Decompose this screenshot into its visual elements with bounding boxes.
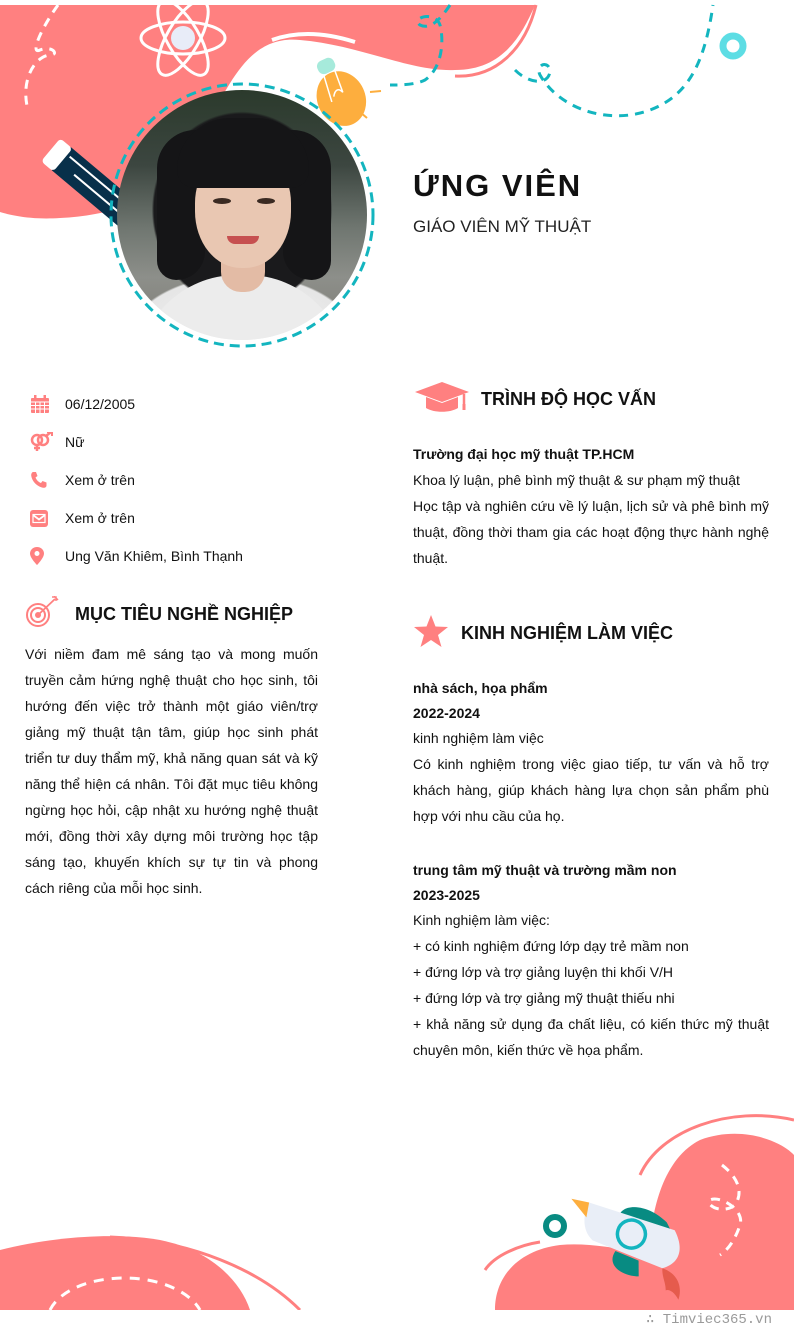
education-content [413,441,769,571]
phone-value: Xem ở trên [65,472,135,488]
email-value: Xem ở trên [65,510,135,526]
objective-text: Với niềm đam mê sáng tạo và mong muốn truyền cảm hứng nghệ thuật cho học sinh, tôi hướng đến việc trở thành một giáo viên/trợ giảng mỹ thuật tận tâm, giúp học sinh phát triển tư duy thẩm mỹ, khả năng quan sát và kỹ năng thể hiện cá nhân. Tôi đặt mục tiêu không ngừng học hỏi, cập nhật xu hướng nghệ thuật mới, đồng thời xây dựng môi trường học tập sáng tạo, khuyến khích sự tự tin và phong cách riêng của mỗi học sinh. [25,646,318,896]
objective-heading [25,596,293,633]
contact-row-birthday [28,385,243,423]
education-heading [414,380,656,419]
experience-position: Kinh nghiệm làm việc: [413,912,550,928]
calendar-icon [28,395,65,414]
birthday-value: 06/12/2005 [65,396,136,412]
location-pin-icon [28,547,65,565]
experience-description: Có kinh nghiệm trong việc giao tiếp, tư vấn và hỗ trợ khách hàng, giúp khách hàng lựa chọn sản phẩm phù hợp với nhu cầu của họ. [413,756,769,824]
experience-company: nhà sách, họa phẩm [413,680,548,696]
contact-row-phone [28,461,243,499]
experience-company: trung tâm mỹ thuật và trường mầm non [413,862,677,878]
experience-period: 2023-2025 [413,887,480,903]
experience-title: KINH NGHIỆM LÀM VIỆC [461,623,674,643]
experience-line: + đứng lớp và trợ giảng luyện thi khối V/H [413,964,674,980]
education-title: TRÌNH ĐỘ HỌC VẤN [481,389,656,409]
gender-icon [28,432,65,452]
avatar-photo [117,90,367,340]
target-icon [25,596,75,633]
experience-line: + có kinh nghiệm đứng lớp dạy trẻ mầm non [413,938,689,954]
star-icon [413,614,461,653]
contact-info [28,385,243,575]
school-major: Khoa lý luận, phê bình mỹ thuật & sư phạm mỹ thuật [413,472,740,488]
experience-item-1 [413,676,769,829]
graduation-cap-icon [414,380,481,419]
school-name: Trường đại học mỹ thuật TP.HCM [413,446,635,462]
footer-decoration [0,1100,794,1310]
education-description: Học tập và nghiên cứu về lý luận, lịch sử và phê bình mỹ thuật, đồng thời tham gia các hoạt động thực hành nghệ thuật. [413,498,769,566]
experience-heading [413,614,673,653]
experience-item-2 [413,858,769,1063]
email-icon [28,510,65,527]
objective-title: MỤC TIÊU NGHỀ NGHIỆP [75,604,294,624]
gender-value: Nữ [65,434,85,450]
experience-position: kinh nghiệm làm việc [413,730,544,746]
experience-line: + khả năng sử dụng đa chất liệu, có kiến thức mỹ thuật chuyên môn, kiến thức về họa phẩm. [413,1016,769,1058]
experience-period: 2022-2024 [413,705,480,721]
job-title: GIÁO VIÊN MỸ THUẬT [413,217,592,236]
candidate-name: ỨNG VIÊN [413,168,583,203]
contact-row-gender [28,423,243,461]
experience-line: + đứng lớp và trợ giảng mỹ thuật thiếu nhi [413,990,675,1006]
contact-row-address [28,537,243,575]
contact-row-email [28,499,243,537]
phone-icon [28,471,65,489]
watermark: ∴ Timviec365.vn [645,1312,772,1328]
header-decoration [0,0,794,360]
address-value: Ung Văn Khiêm, Bình Thạnh [65,548,243,564]
